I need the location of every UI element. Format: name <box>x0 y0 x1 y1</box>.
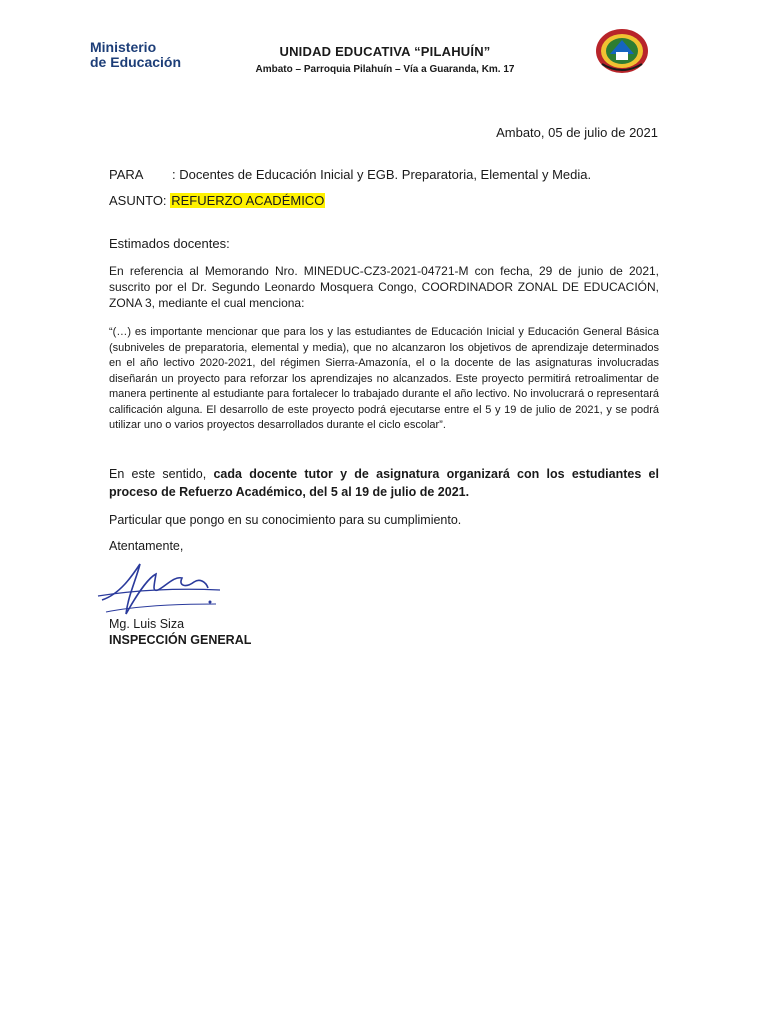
ministry-logo-line2: de Educación <box>90 54 182 70</box>
ministry-logo <box>90 40 181 70</box>
school-crest-icon <box>594 26 650 76</box>
ministry-logo-line1: Ministerio <box>90 39 157 55</box>
reference-paragraph: En referencia al Memorando Nro. MINEDUC-CZ3-2021-04721-M con fecha, 29 de junio de 2021, suscrito por el Dr. Segundo Leonardo Mosquera Congo, COORDINADOR ZONAL DE EDUCACIÓN, ZONA 3, mediante el cual menciona: <box>109 264 659 310</box>
school-address: Ambato – Parroquia Pilahuín – Vía a Guaranda, Km. 17 <box>255 64 515 75</box>
letter-date: Ambato, 05 de julio de 2021 <box>496 125 658 140</box>
asunto-label: ASUNTO: <box>109 193 167 208</box>
asunto-text: REFUERZO ACADÉMICO <box>171 193 325 208</box>
closing-salutation: Atentamente, <box>109 539 184 553</box>
school-name: UNIDAD EDUCATIVA “PILAHUÍN” <box>279 44 491 59</box>
para-text: : Docentes de Educación Inicial y EGB. Preparatoria, Elemental y Media. <box>172 167 592 182</box>
recipient-line <box>109 167 591 182</box>
instruction-bold: cada docente tutor y de asignatura organizará con los estudiantes el proceso de Refuerzo Académico, del 5 al 19 de julio de 2021. <box>109 467 659 499</box>
subject-line <box>109 193 325 208</box>
letterhead <box>220 44 550 75</box>
instruction-paragraph <box>109 465 659 501</box>
signer-name: Mg. Luis Siza <box>109 617 185 631</box>
instruction-intro: En este sentido, <box>109 467 214 481</box>
closing-paragraph: Particular que pongo en su conocimiento para su cumplimiento. <box>109 513 462 527</box>
para-label: PARA <box>109 167 144 182</box>
quoted-paragraph: “(…) es importante mencionar que para los y las estudiantes de Educación Inicial y Educación General Básica (subniveles de preparatoria, elemental y media), que no alcanzaron los objetivos de aprendizaje determinados en el año lectivo 2020-2021, del régimen Sierra-Amazonía, el o la docente de las asignaturas involucradas diseñarán un proyecto para reforzar los aprendizajes no alcanzados. Este proyecto permitirá retroalimentar de manera pertinente al estudiante para fortalecer lo trabajado durante el año lectivo. No involucrará o representará calificación alguna. El desarrollo de este proyecto podrá ejecutarse entre el 5 y 19 de julio de 2021, y se podrá utilizar uno o varios proyectos desarrollados durante el ciclo escolar”. <box>109 326 659 431</box>
signer-block <box>109 616 251 648</box>
signer-title: INSPECCIÓN GENERAL <box>109 633 252 647</box>
greeting: Estimados docentes: <box>109 236 230 251</box>
